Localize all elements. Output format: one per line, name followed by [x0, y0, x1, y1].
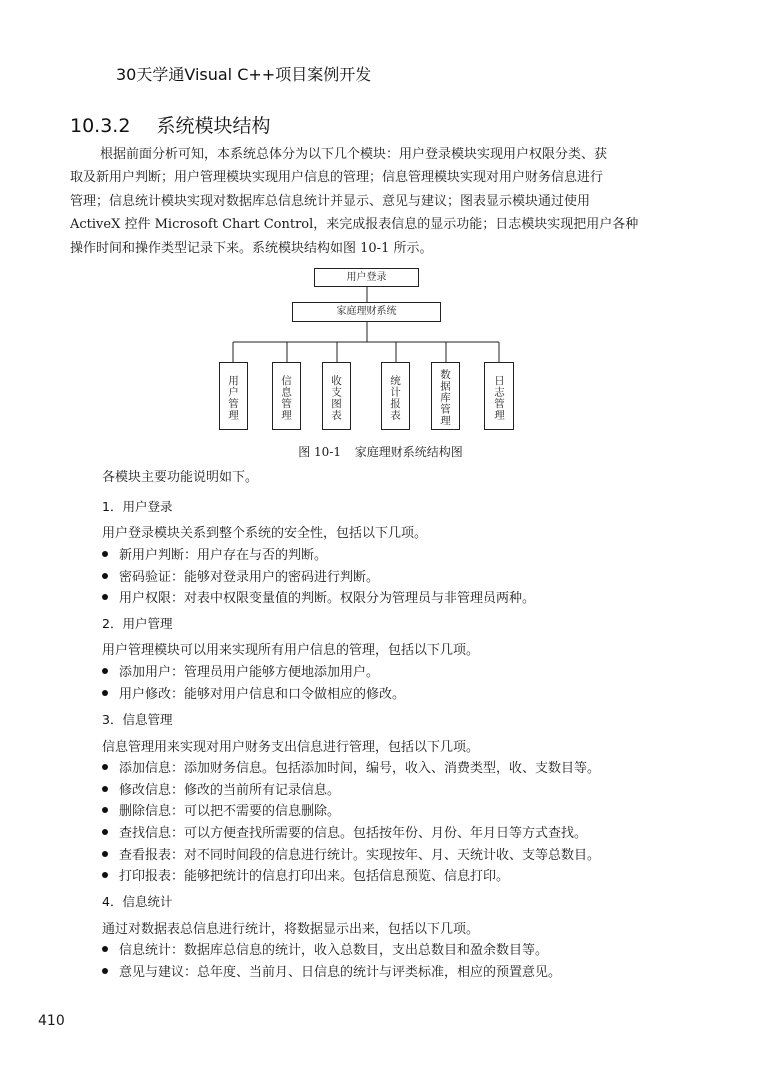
bullet-item — [102, 822, 587, 841]
bullet-icon — [102, 594, 108, 600]
module-structure-diagram — [0, 262, 761, 462]
running-header: 30天学通Visual C++项目案例开发 — [116, 65, 372, 84]
bullet-item — [102, 661, 379, 680]
node-statistics-report: 统计报表 — [381, 362, 410, 430]
bullet-text: 添加信息：添加财务信息。包括添加时间，编号，收入、消费类型，收、支数目等。 — [119, 761, 601, 776]
bullet-text: 添加用户：管理员用户能够方便地添加用户。 — [119, 665, 380, 680]
node-user-login: 用户登录 — [314, 268, 419, 287]
lead-in-text: 各模块主要功能说明如下。 — [102, 470, 259, 485]
bullet-item — [102, 961, 561, 980]
figure-caption — [0, 443, 761, 460]
bullet-text: 新用户判断：用户存在与否的判断。 — [119, 548, 328, 563]
subsection-intro: 用户管理模块可以用来实现所有用户信息的管理，包括以下几项。 — [102, 643, 480, 658]
bullet-item — [102, 587, 535, 606]
bullet-icon — [102, 690, 108, 696]
bullet-item — [102, 544, 327, 563]
bullet-icon — [102, 829, 108, 835]
intro-line: 操作时间和操作类型记录下来。系统模块结构如图 10-1 所示。 — [70, 240, 433, 256]
bullet-icon — [102, 786, 108, 792]
bullet-text: 删除信息：可以把不需要的信息删除。 — [119, 804, 341, 819]
intro-paragraph — [70, 143, 692, 260]
bullet-text: 修改信息：修改的当前所有记录信息。 — [119, 783, 341, 798]
bullet-icon — [102, 872, 108, 878]
node-log-management: 日志管理 — [484, 362, 514, 430]
bullet-text: 密码验证：能够对登录用户的密码进行判断。 — [119, 570, 380, 585]
bullet-icon — [102, 764, 108, 770]
figure-title: 家庭理财系统结构图 — [354, 445, 463, 459]
intro-line: 取及新用户判断；用户管理模块实现用户信息的管理；信息管理模块实现对用户财务信息进行 — [70, 170, 604, 186]
bullet-icon — [102, 668, 108, 674]
node-database-management: 数据库管理 — [431, 362, 460, 430]
bullet-text: 查找信息：可以方便查找所需要的信息。包括按年份、月份、年月日等方式查找。 — [119, 826, 588, 841]
intro-line: 根据前面分析可知，本系统总体分为以下几个模块：用户登录模块实现用户权限分类、获 — [100, 147, 608, 162]
node-root-system: 家庭理财系统 — [292, 302, 441, 322]
bullet-icon — [102, 551, 108, 557]
bullet-item — [102, 566, 379, 585]
page-number: 410 — [38, 1013, 65, 1029]
subsection-heading: 4．信息统计 — [102, 894, 173, 909]
bullet-icon — [102, 807, 108, 813]
subsection-intro: 信息管理用来实现对用户财务支出信息进行管理，包括以下几项。 — [102, 740, 480, 755]
bullet-icon — [102, 968, 108, 974]
bullet-icon — [102, 573, 108, 579]
bullet-item — [102, 800, 340, 819]
subsection-heading: 1．用户登录 — [102, 499, 173, 514]
bullet-text: 信息统计：数据库总信息的统计，收入总数目，支出总数目和盈余数目等。 — [119, 943, 549, 958]
bullet-text: 用户修改：能够对用户信息和口令做相应的修改。 — [119, 687, 406, 702]
intro-line: 管理；信息统计模块实现对数据库总信息统计并显示、意见与建议；图表显示模块通过使用 — [70, 193, 591, 209]
node-chart: 收支图表 — [322, 362, 351, 430]
section-heading — [70, 111, 271, 138]
bullet-icon — [102, 946, 108, 952]
bullet-icon — [102, 851, 108, 857]
node-user-management: 用户管理 — [219, 362, 248, 430]
bullet-item — [102, 757, 600, 776]
bullet-item — [102, 865, 509, 884]
node-info-management: 信息管理 — [272, 362, 301, 430]
bullet-item — [102, 939, 548, 958]
bullet-item — [102, 844, 600, 863]
section-title: 系统模块结构 — [156, 115, 271, 137]
figure-number: 图 10-1 — [298, 445, 341, 459]
bullet-text: 打印报表：能够把统计的信息打印出来。包括信息预览、信息打印。 — [119, 869, 510, 884]
section-number: 10.3.2 — [70, 115, 131, 137]
subsection-intro: 用户登录模块关系到整个系统的安全性，包括以下几项。 — [102, 526, 428, 541]
bullet-item — [102, 779, 340, 798]
bullet-text: 意见与建议：总年度、当前月、日信息的统计与评类标准，相应的预置意见。 — [119, 965, 562, 980]
bullet-text: 用户权限：对表中权限变量值的判断。权限分为管理员与非管理员两种。 — [119, 591, 536, 606]
intro-line: ActiveX 控件 Microsoft Chart Control，来完成报表信息的显示功能；日志模块实现把用户各种 — [70, 217, 639, 233]
subsection-heading: 2．用户管理 — [102, 616, 173, 631]
subsection-intro: 通过对数据表总信息进行统计，将数据显示出来，包括以下几项。 — [102, 922, 480, 937]
subsection-heading: 3．信息管理 — [102, 712, 173, 727]
bullet-text: 查看报表：对不同时间段的信息进行统计。实现按年、月、天统计收、支等总数目。 — [119, 848, 601, 863]
bullet-item — [102, 683, 405, 702]
